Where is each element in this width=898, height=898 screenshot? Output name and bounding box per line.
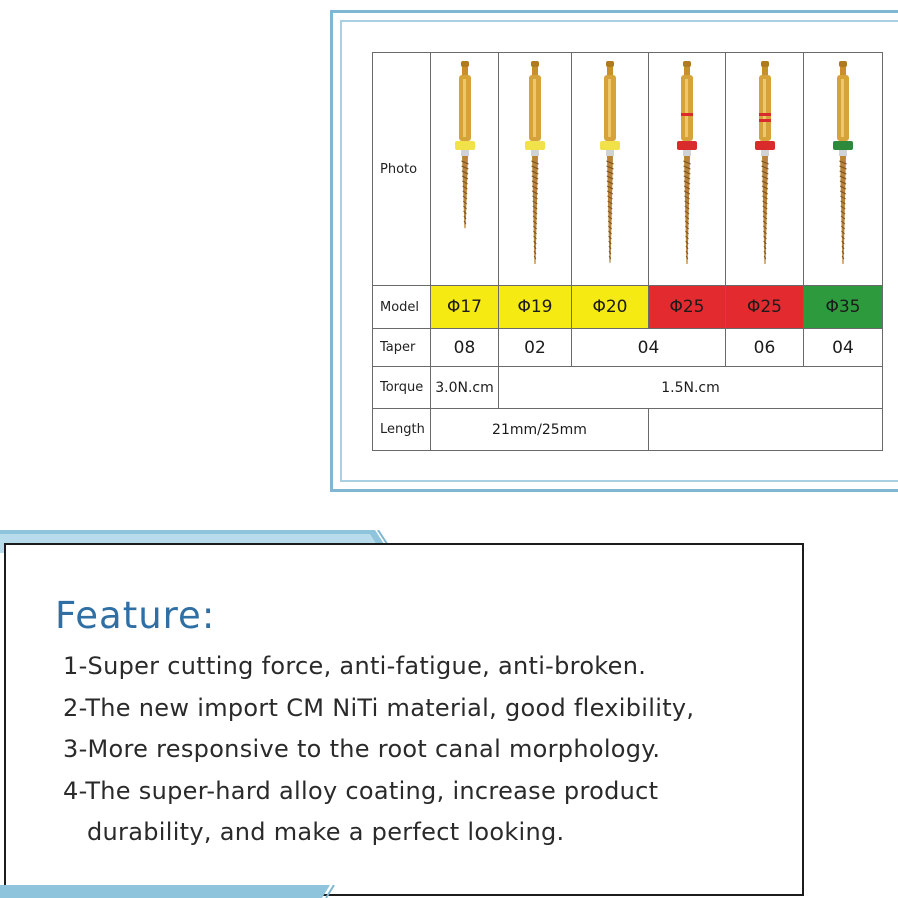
endodontic-file-image: [667, 57, 707, 282]
length-label: Length: [373, 409, 431, 451]
taper-cell: 08: [431, 329, 499, 367]
endodontic-file-image: [445, 57, 485, 282]
taper-cell: 04: [804, 329, 883, 367]
file-photo: [431, 53, 499, 286]
model-cell: Φ19: [499, 286, 572, 329]
length-cell-empty: [649, 409, 883, 451]
torque-cell: 3.0N.cm: [431, 367, 499, 409]
length-cell: 21mm/25mm: [431, 409, 649, 451]
endodontic-file-image: [515, 57, 555, 282]
feature-item: 2-The new import CM NiTi material, good flexibility,: [63, 693, 695, 722]
model-cell: Φ25: [726, 286, 804, 329]
taper-cell: 06: [726, 329, 804, 367]
model-row: [373, 286, 883, 329]
file-photo: [572, 53, 649, 286]
model-cell: Φ25: [649, 286, 726, 329]
feature-item: 1-Super cutting force, anti-fatigue, anti-broken.: [63, 652, 647, 680]
file-photo: [499, 53, 572, 286]
feature-list: [63, 646, 694, 854]
taper-row: [373, 329, 883, 367]
file-photo: [726, 53, 804, 286]
model-cell: Φ20: [572, 286, 649, 329]
model-cell: Φ17: [431, 286, 499, 329]
torque-row: [373, 367, 883, 409]
endodontic-file-image: [590, 57, 630, 282]
feature-title: Feature:: [55, 594, 216, 637]
torque-cell: 1.5N.cm: [499, 367, 883, 409]
photo-label: Photo: [373, 53, 431, 286]
length-row: [373, 409, 883, 451]
model-label: Model: [373, 286, 431, 329]
taper-cell: 02: [499, 329, 572, 367]
taper-label: Taper: [373, 329, 431, 367]
file-photo: [804, 53, 883, 286]
model-cell: Φ35: [804, 286, 883, 329]
endodontic-file-image: [823, 57, 863, 282]
file-photo: [649, 53, 726, 286]
taper-cell: 04: [572, 329, 726, 367]
feature-bottom-decoration: [0, 885, 340, 898]
feature-item: 3-More responsive to the root canal morphology.: [63, 735, 661, 763]
feature-item-continued: [63, 812, 694, 854]
feature-item: 4-The super-hard alloy coating, increase product: [63, 776, 659, 805]
feature-item-4-continued: durability, and make a perfect looking.: [87, 818, 565, 846]
endodontic-file-image: [745, 57, 785, 282]
spec-table: [372, 52, 883, 451]
photo-row: [373, 53, 883, 286]
torque-label: Torque: [373, 367, 431, 409]
